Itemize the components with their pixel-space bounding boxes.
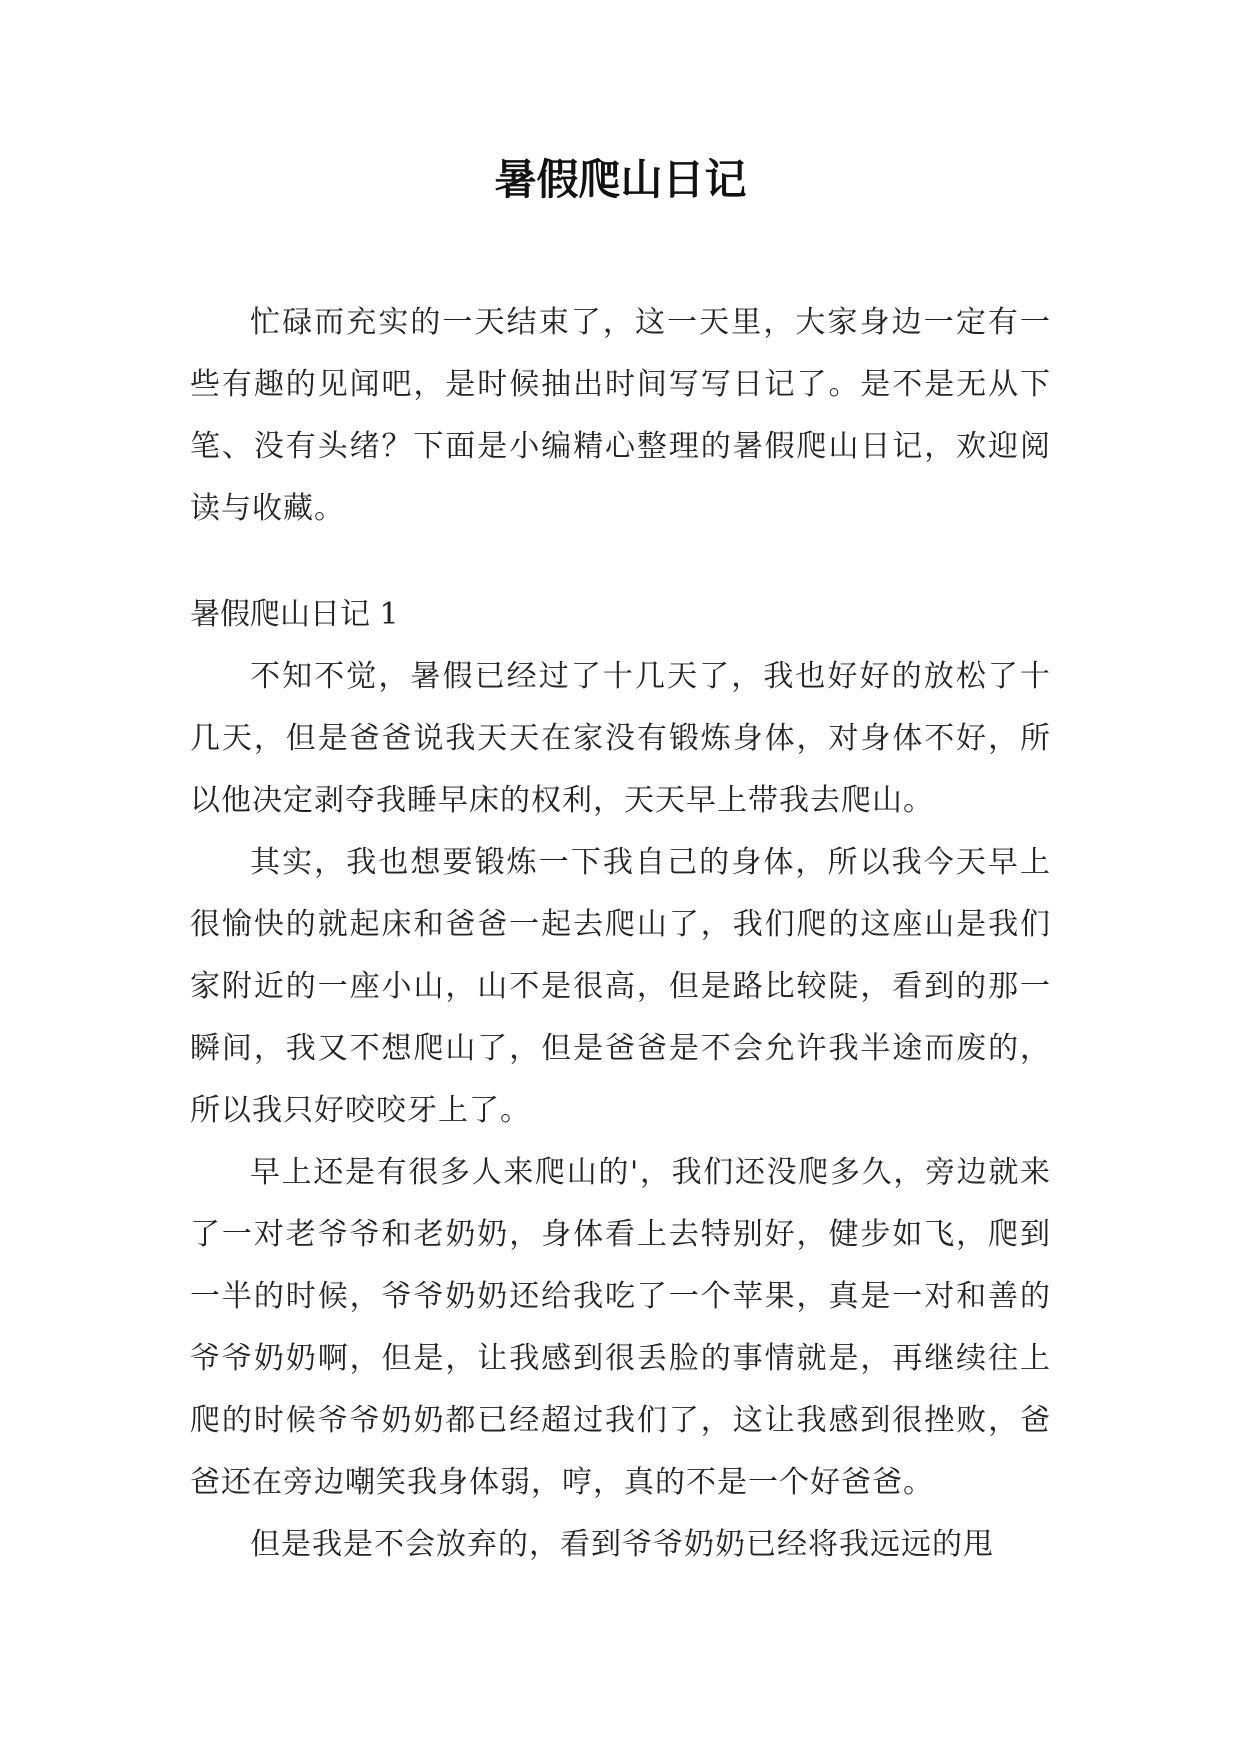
body-paragraph-4: 但是我是不会放弃的，看到爷爷奶奶已经将我远远的甩 [250,1527,994,1562]
section-heading: 暑假爬山日记 1 [190,597,399,632]
body-paragraph-2: 其实，我也想要锻炼一下我自己的身体，所以我今天早上很愉快的就起床和爸爸一起去爬山了，我们爬的这座山是我们家附近的一座小山，山不是很高，但是路比较陡，看到的那一瞬间，我又不想爬山了，但是爸爸是不会允许我半途而废的，所以我只好咬咬牙上了。 [190,845,1051,1128]
body-paragraph-3: 早上还是有很多人来爬山的'，我们还没爬多久，旁边就来了一对老爷爷和老奶奶，身体看上去特别好，健步如飞，爬到一半的时候，爷爷奶奶还给我吃了一个苹果，真是一对和善的爷爷奶奶啊，但是，让我感到很丢脸的事情就是，再继续往上爬的时候爷爷奶奶都已经超过我们了，这让我感到很挫败，爸爸还在旁边嘲笑我身体弱，哼，真的不是一个好爸爸。 [190,1155,1051,1500]
document-body [190,292,1051,1576]
document-title: 暑假爬山日记 [494,155,747,204]
body-paragraph-1: 不知不觉，暑假已经过了十几天了，我也好好的放松了十几天，但是爸爸说我天天在家没有锻炼身体，对身体不好，所以他决定剥夺我睡早床的权利，天天早上带我去爬山。 [190,659,1051,818]
intro-paragraph: 忙碌而充实的一天结束了，这一天里，大家身边一定有一些有趣的见闻吧，是时候抽出时间写写日记了。是不是无从下笔、没有头绪？下面是小编精心整理的暑假爬山日记，欢迎阅读与收藏。 [190,305,1051,526]
